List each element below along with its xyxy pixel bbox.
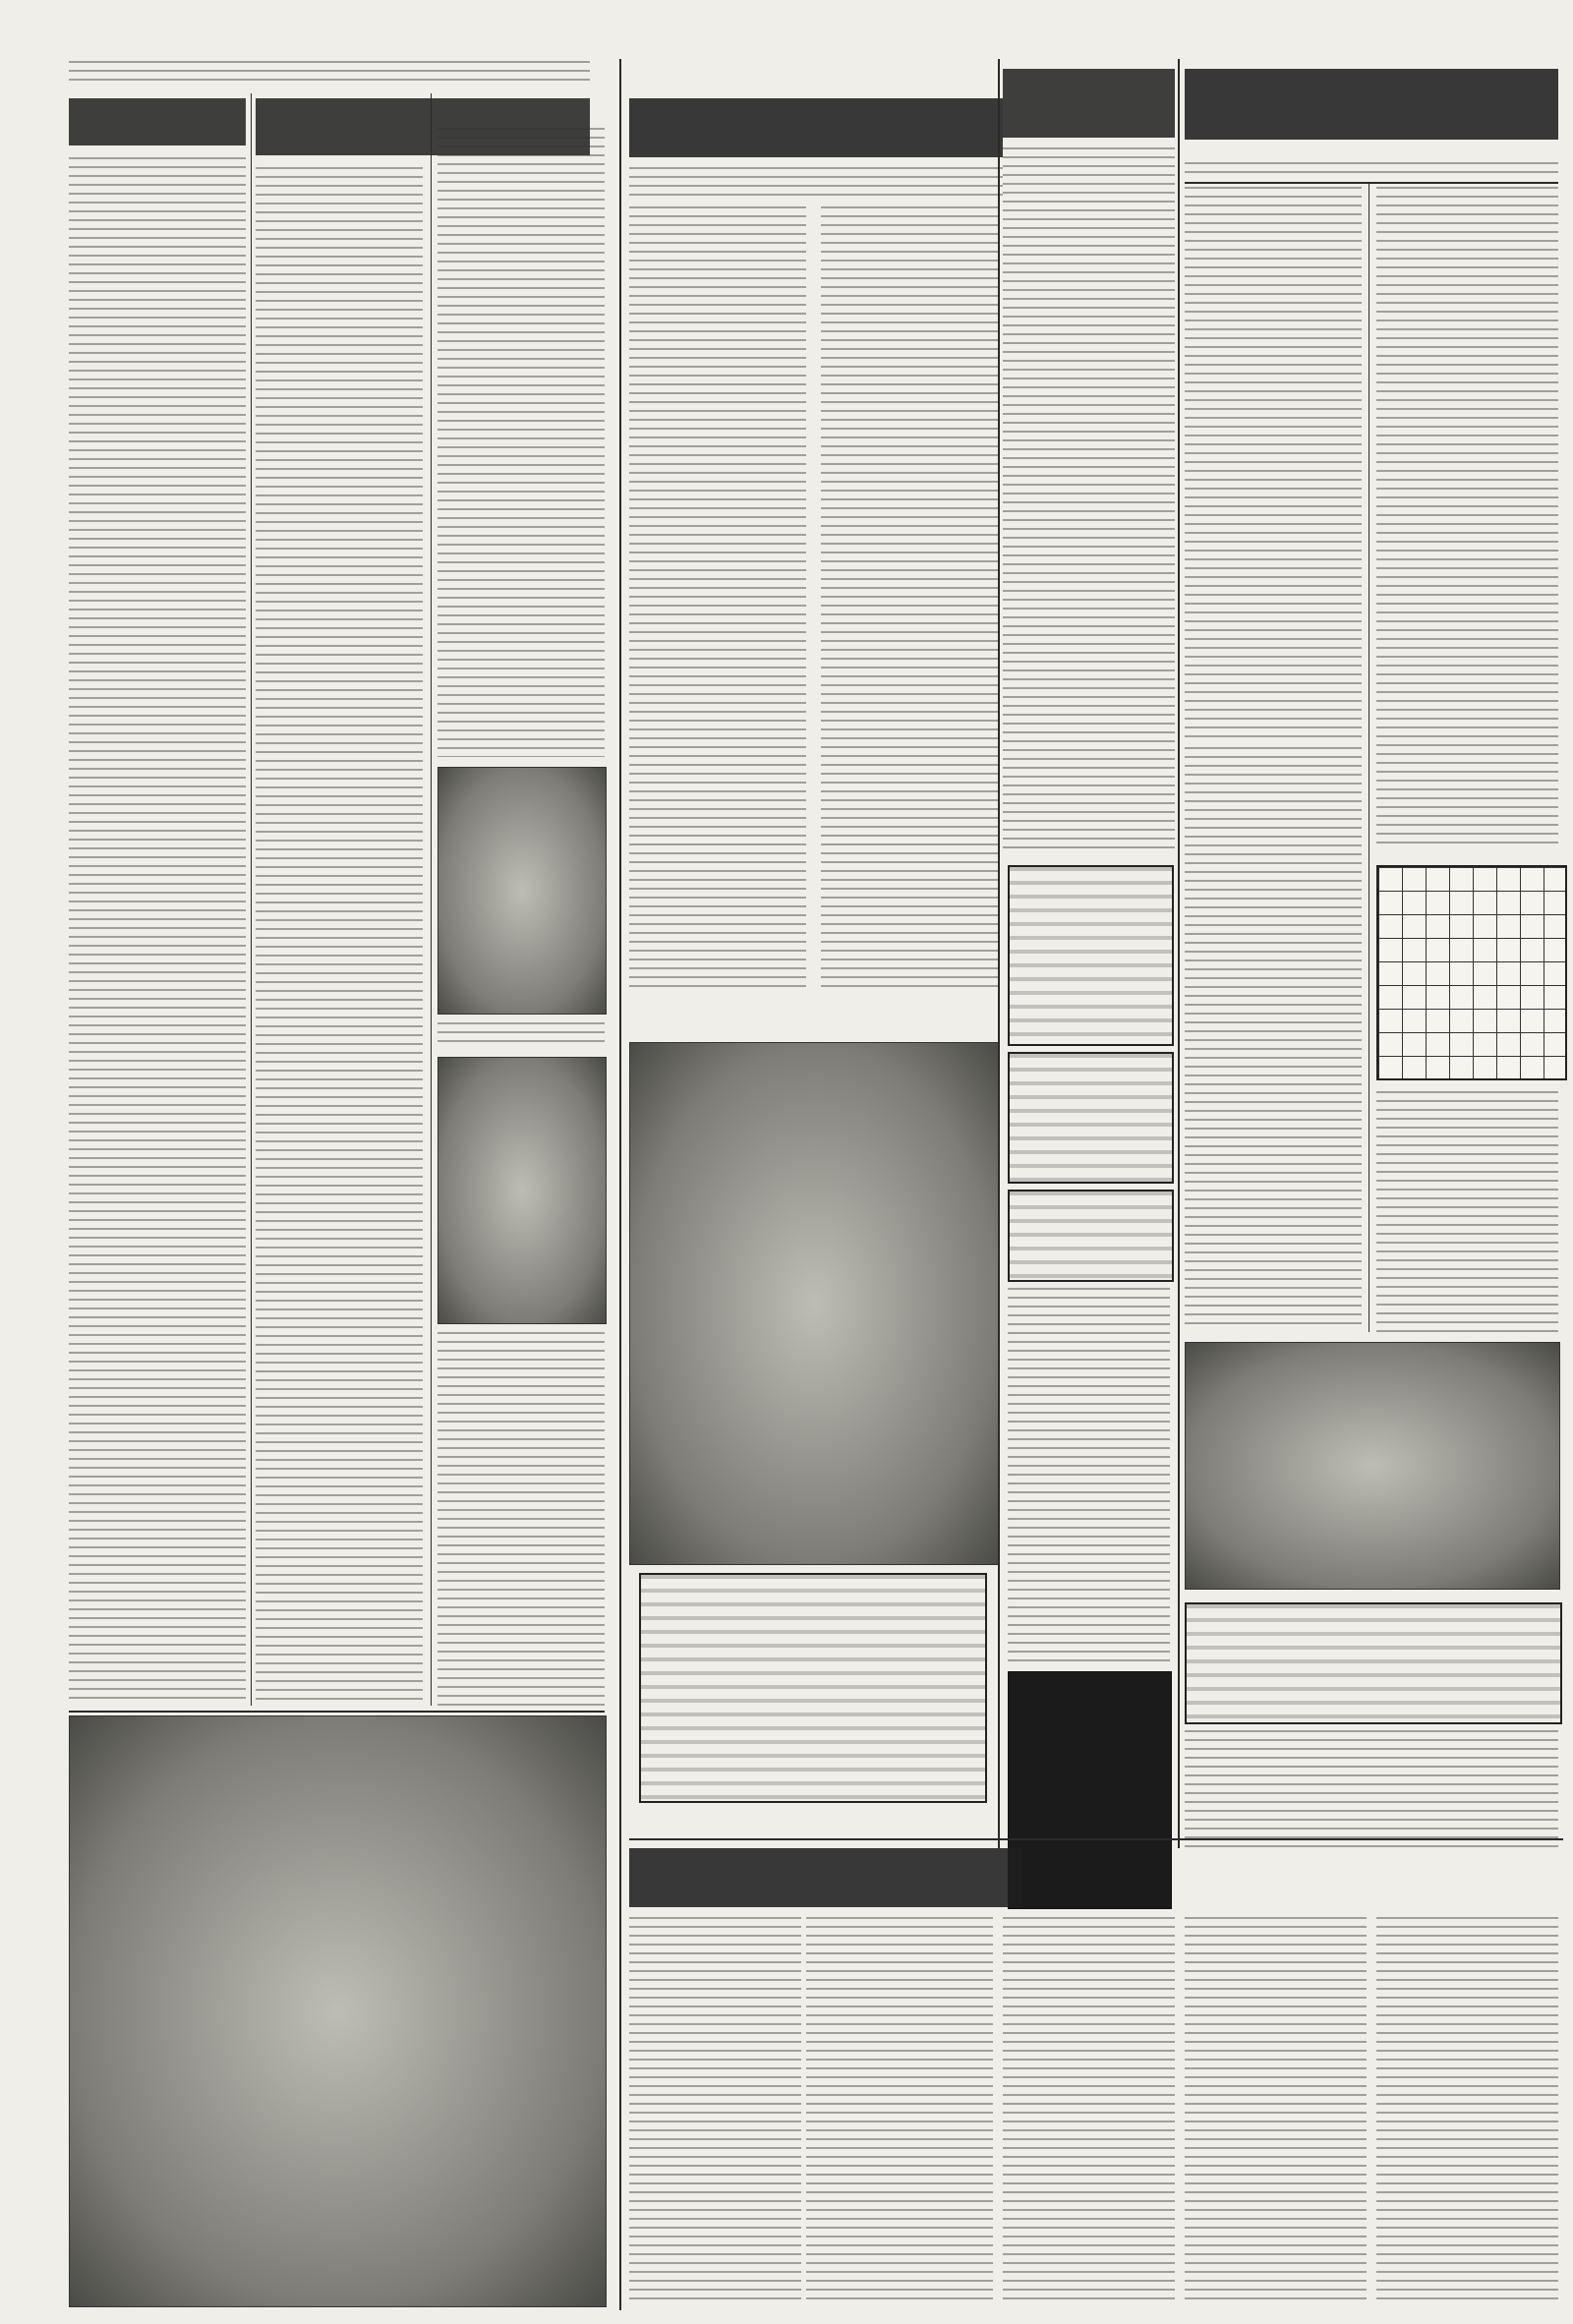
society-notices — [1185, 747, 1362, 1327]
art-column-ad-1 — [1008, 865, 1174, 1046]
art-column-ad-2 — [1008, 1052, 1174, 1184]
serial-column-4 — [1185, 1917, 1367, 2305]
vertical-rule — [251, 93, 252, 1706]
masthead-left — [69, 61, 590, 87]
vertical-rule — [1178, 59, 1180, 1848]
art-column-dark-ad — [1008, 1671, 1172, 1909]
serial-heading — [629, 1848, 1022, 1907]
serial-column-3 — [1003, 1917, 1175, 2305]
column2-text — [256, 167, 423, 1706]
vertical-rule — [431, 93, 432, 1706]
vertical-rule — [998, 59, 1000, 1848]
center-article-headline — [629, 98, 1003, 157]
art-column-ad-3 — [1008, 1190, 1174, 1282]
tutoring-text — [1185, 1730, 1558, 1848]
column3-text-mid — [437, 1022, 605, 1047]
center-article-subhead — [629, 167, 1003, 197]
serial-column-2 — [806, 1917, 993, 2305]
masthead-right — [1185, 162, 1558, 178]
serial-column-1 — [629, 1917, 801, 2305]
tutoring-advertisement — [1185, 1602, 1562, 1724]
art-column-text — [1003, 147, 1175, 855]
column3-text-bottom — [437, 1332, 605, 1706]
column3-text-top — [437, 128, 605, 757]
editorial-heading — [1185, 69, 1558, 140]
editorial-column-1 — [1185, 187, 1362, 737]
crossword-clues — [1376, 1091, 1558, 1337]
vertical-rule — [619, 59, 621, 2310]
center-lower-advertisement — [639, 1573, 987, 1803]
center-article-column-2 — [821, 206, 998, 993]
serial-column-5 — [1376, 1917, 1558, 2305]
horizontal-rule — [629, 1838, 1563, 1840]
center-advertisement — [629, 1042, 1000, 1565]
column3-photo-top — [437, 767, 607, 1015]
column3-photo-bottom — [437, 1057, 607, 1324]
horizontal-rule — [69, 1711, 605, 1713]
art-column-notices — [1008, 1288, 1170, 1661]
column1-heading — [69, 98, 246, 145]
bottom-left-advertisement — [69, 1715, 607, 2307]
horizontal-rule — [1185, 182, 1558, 184]
crossword-grid — [1376, 865, 1567, 1080]
column1-text — [69, 157, 246, 1706]
cinema-advertisement — [1185, 1342, 1560, 1590]
center-article-column-1 — [629, 206, 806, 993]
editorial-column-2 — [1376, 187, 1558, 845]
art-column-heading — [1003, 69, 1175, 138]
